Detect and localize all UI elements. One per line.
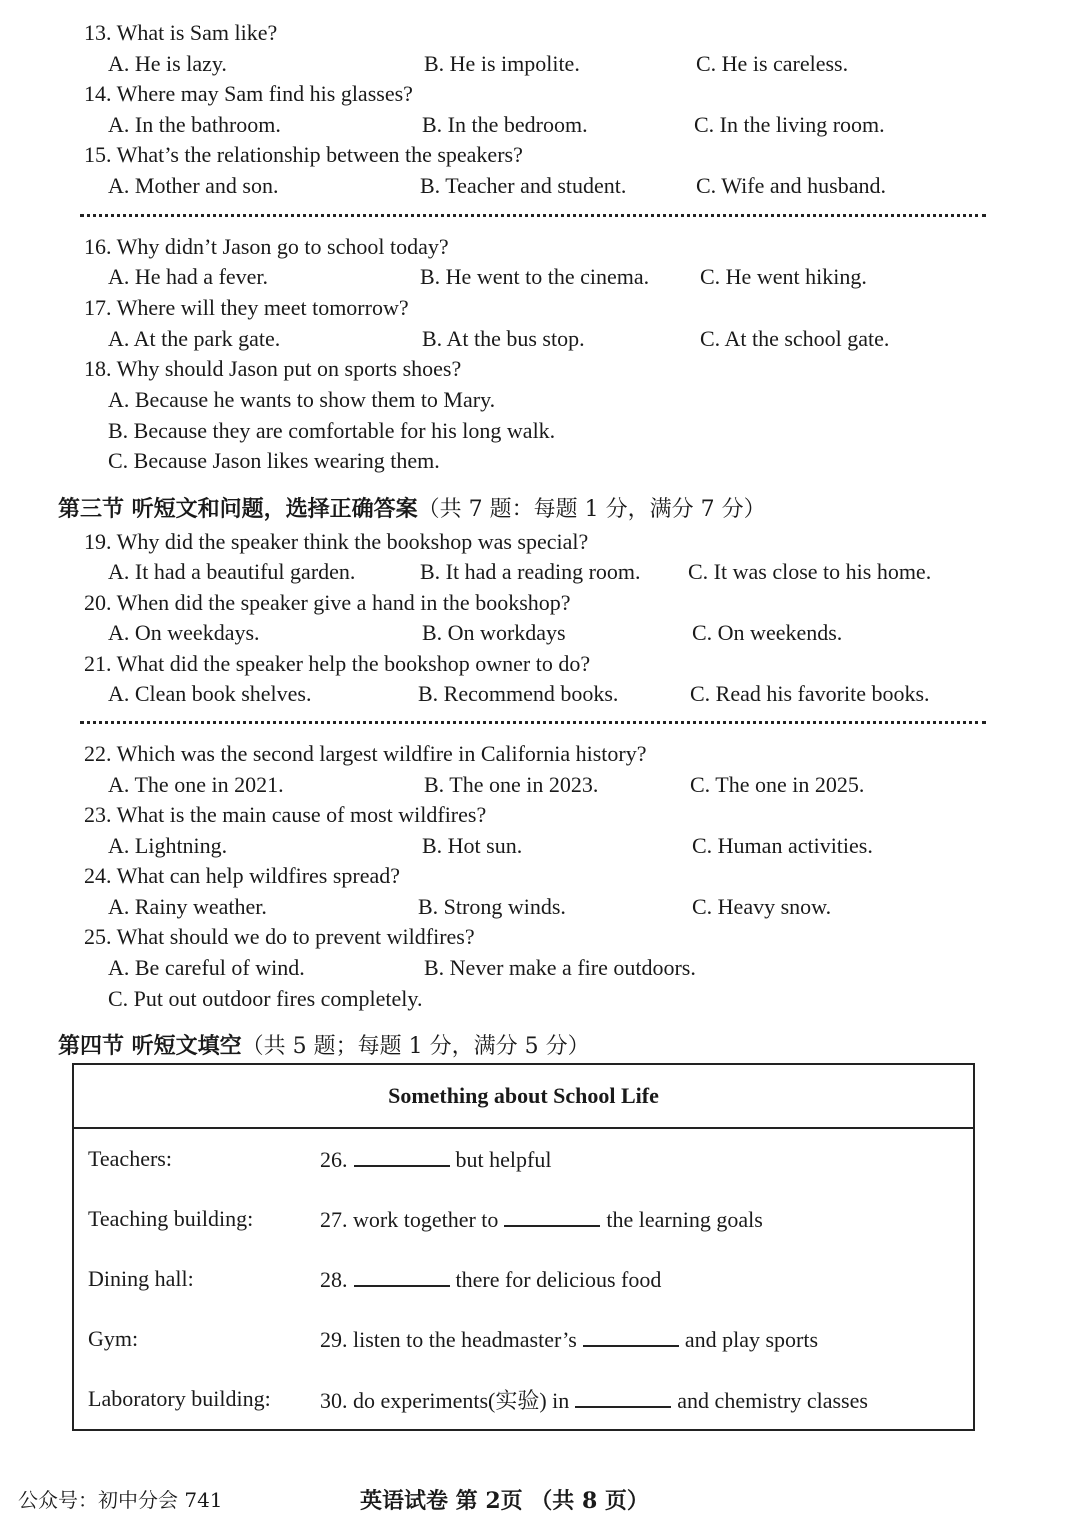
question-23-stem: 23. What is the main cause of most wildfires? <box>84 802 487 827</box>
question-25-option-a: A. Be careful of wind. <box>108 955 305 980</box>
row-suffix: and play sports <box>684 1327 819 1352</box>
row-label: Teachers: <box>88 1146 172 1171</box>
question-25-option-c: C. Put out outdoor fires completely. <box>108 986 423 1011</box>
section-4-scoring: （共 5 题；每题 1 分，满分 5 分） <box>241 1034 590 1059</box>
row-content <box>320 1249 974 1309</box>
row-label: Gym: <box>88 1326 139 1351</box>
question-18-option-b: B. Because they are comfortable for his long walk. <box>108 418 556 443</box>
question-13-option-c: C. He is careless. <box>696 51 849 76</box>
question-16-option-b: B. He went to the cinema. <box>420 264 650 289</box>
question-20-option-a: A. On weekdays. <box>108 620 260 645</box>
question-17-option-a: A. At the park gate. <box>108 326 281 351</box>
row-content <box>320 1189 974 1249</box>
question-24-option-b: B. Strong winds. <box>418 894 566 919</box>
row-content <box>320 1309 974 1369</box>
question-14-option-a: A. In the bathroom. <box>108 112 281 137</box>
row-content <box>320 1369 974 1430</box>
question-24-option-c: C. Heavy snow. <box>692 894 832 919</box>
row-prefix: 29. listen to the headmaster’s <box>320 1327 577 1352</box>
question-16-option-a: A. He had a fever. <box>108 264 269 289</box>
question-14-option-b: B. In the bedroom. <box>422 112 588 137</box>
row-label: Laboratory building: <box>88 1386 271 1411</box>
row-suffix: there for delicious food <box>455 1267 662 1292</box>
question-21-option-c: C. Read his favorite books. <box>690 681 930 706</box>
question-20-stem: 20. When did the speaker give a hand in the bookshop? <box>84 590 571 615</box>
question-23-option-b: B. Hot sun. <box>422 833 523 858</box>
question-17-option-b: B. At the bus stop. <box>422 326 585 351</box>
row-suffix: but helpful <box>455 1147 552 1172</box>
question-19-option-b: B. It had a reading room. <box>420 559 641 584</box>
dotted-divider <box>80 721 986 724</box>
question-14-stem: 14. Where may Sam find his glasses? <box>84 81 413 106</box>
question-21-stem: 21. What did the speaker help the bookshop owner to do? <box>84 651 591 676</box>
row-prefix: 27. work together to <box>320 1207 499 1232</box>
question-25-stem: 25. What should we do to prevent wildfires? <box>84 924 475 949</box>
table-row <box>73 1128 974 1189</box>
row-prefix: 28. <box>320 1267 348 1292</box>
question-22-option-a: A. The one in 2021. <box>108 772 284 797</box>
row-suffix: the learning goals <box>606 1207 763 1232</box>
question-14-option-c: C. In the living room. <box>694 112 885 137</box>
section-4-title: 第四节 听短文填空 <box>58 1033 242 1059</box>
question-24-option-a: A. Rainy weather. <box>108 894 267 919</box>
footer-page-info: 英语试卷 第 2页 （共 8 页） <box>360 1488 649 1514</box>
footer-watermark: 公众号：初中分会 741 <box>18 1488 223 1512</box>
answer-blank[interactable] <box>354 1145 450 1167</box>
question-21-option-b: B. Recommend books. <box>418 681 619 706</box>
question-17-stem: 17. Where will they meet tomorrow? <box>84 295 409 320</box>
table-row <box>73 1189 974 1249</box>
question-18-option-a: A. Because he wants to show them to Mary. <box>108 387 496 412</box>
question-19-option-c: C. It was close to his home. <box>688 559 932 584</box>
question-17-option-c: C. At the school gate. <box>700 326 890 351</box>
question-23-option-c: C. Human activities. <box>692 833 873 858</box>
dotted-divider <box>80 214 986 217</box>
question-21-option-a: A. Clean book shelves. <box>108 681 312 706</box>
question-13-stem: 13. What is Sam like? <box>84 20 278 45</box>
table-title: Something about School Life <box>73 1064 974 1128</box>
question-20-option-b: B. On workdays <box>422 620 566 645</box>
question-15-option-c: C. Wife and husband. <box>696 173 886 198</box>
table-row <box>73 1369 974 1430</box>
answer-blank[interactable] <box>504 1205 600 1227</box>
table-row <box>73 1249 974 1309</box>
question-20-option-c: C. On weekends. <box>692 620 843 645</box>
question-23-option-a: A. Lightning. <box>108 833 228 858</box>
question-18-stem: 18. Why should Jason put on sports shoes? <box>84 356 462 381</box>
question-15-stem: 15. What’s the relationship between the speakers? <box>84 142 523 167</box>
section-3-title: 第三节 听短文和问题，选择正确答案 <box>58 496 418 522</box>
row-suffix: and chemistry classes <box>677 1387 868 1413</box>
question-16-option-c: C. He went hiking. <box>700 264 867 289</box>
question-22-stem: 22. Which was the second largest wildfire in California history? <box>84 741 647 766</box>
question-19-stem: 19. Why did the speaker think the bookshop was special? <box>84 529 589 554</box>
question-13-option-b: B. He is impolite. <box>424 51 580 76</box>
question-19-option-a: A. It had a beautiful garden. <box>108 559 356 584</box>
row-content <box>320 1128 974 1189</box>
question-13-option-a: A. He is lazy. <box>108 51 227 76</box>
row-prefix: 26. <box>320 1147 348 1172</box>
section-3-heading <box>58 494 766 525</box>
row-prefix: 30. do experiments(实验) in <box>320 1387 570 1413</box>
question-15-option-b: B. Teacher and student. <box>420 173 627 198</box>
row-label: Dining hall: <box>88 1266 194 1291</box>
answer-blank[interactable] <box>583 1325 679 1347</box>
question-22-option-b: B. The one in 2023. <box>424 772 599 797</box>
question-24-stem: 24. What can help wildfires spread? <box>84 863 401 888</box>
section-4-heading <box>58 1031 590 1062</box>
question-25-option-b: B. Never make a fire outdoors. <box>424 955 696 980</box>
section-3-scoring: （共 7 题：每题 1 分，满分 7 分） <box>417 497 766 522</box>
question-15-option-a: A. Mother and son. <box>108 173 279 198</box>
question-18-option-c: C. Because Jason likes wearing them. <box>108 448 440 473</box>
answer-blank[interactable] <box>354 1265 450 1287</box>
question-22-option-c: C. The one in 2025. <box>690 772 865 797</box>
row-label: Teaching building: <box>88 1206 254 1231</box>
question-16-stem: 16. Why didn’t Jason go to school today? <box>84 234 449 259</box>
answer-blank[interactable] <box>575 1386 671 1408</box>
table-row <box>73 1309 974 1369</box>
fill-in-table <box>72 1063 975 1431</box>
